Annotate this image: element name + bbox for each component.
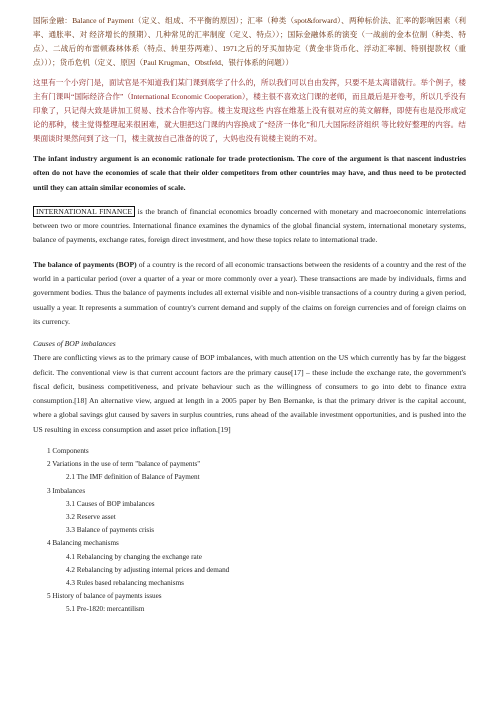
- toc-item[interactable]: 3.1 Causes of BOP imbalances: [66, 499, 155, 508]
- toc-item[interactable]: 5 History of balance of payments issues: [47, 592, 162, 601]
- toc-item[interactable]: 1 Components: [47, 447, 89, 456]
- document-page: [33, 14, 466, 617]
- toc-item[interactable]: 3 Imbalances: [47, 486, 86, 495]
- toc-item[interactable]: 4.2 Rebalancing by adjusting internal prices and demand: [66, 565, 230, 574]
- toc-item[interactable]: 3.2 Reserve asset: [66, 513, 116, 522]
- causes-heading: Causes of BOP imbalances: [33, 339, 116, 349]
- toc-item[interactable]: 2.1 The IMF definition of Balance of Payment: [66, 473, 200, 482]
- tip-chinese-paragraph: 这里有一个小窍门是，面试官是不知道我们某门课到底学了什么的，所以我们可以自由发挥，只要不是太离谱就行。举个例子，楼主有门课叫“国际经济合作”（International Economic Cooperation），楼主很不喜欢这门课的老师，而且最后是开卷考，所以几乎没有印象了，只记得大致是讲加工贸易、技术合作等内容。楼主发现这些 内容在维基上没有很对应的英文解释，即使有也是没形成定论的那种，楼主觉得整理起来很困难，就大胆把这门课的内容换成了“经济一体化”和几大国际经济组织 等比较好整理的内容。结果面谈时果然问到了这一门，楼主就按自己准备的说了，大妈也没有说楼主说的不对。: [33, 78, 466, 143]
- international-finance-paragraph: [33, 205, 466, 248]
- international-finance-term: INTERNATIONAL FINANCE: [33, 206, 135, 217]
- bop-paragraph: [33, 258, 466, 329]
- intro-chinese-paragraph: 国际金融：Balance of Payment（定义、组成、不平衡的原因）；汇率（种类（spot&forward）、两种标价法、汇率的影响因素（利率、通胀率、对 经济增长的预期）、几种常见的汇率制度（定义、特点））；国际金融体系的演变（一战前的金本位制（种类、特点）、二战后的布雷顿森林体系（特点、转里芬两难）、1971之后的牙买加协定（黄金非货币化、浮动汇率制、特别提款权（重点）））；货币危机（定义、原因（Paul Krugman、Obstfeld、银行体系的问题））: [33, 16, 466, 67]
- infant-industry-paragraph: [33, 152, 466, 195]
- toc-item[interactable]: 5.1 Pre-1820: mercantilism: [66, 605, 145, 614]
- toc-item[interactable]: 4.1 Rebalancing by changing the exchange rate: [66, 552, 202, 561]
- table-of-contents: [33, 445, 466, 617]
- bop-term: The balance of payments (BOP): [33, 259, 137, 269]
- international-finance-text: is the branch of financial economics broadly concerned with monetary and macroeconomic interrelations between two or more countries. International finance examines the dynamics of the global financial system, international monetary systems, balance of payments, exchange rates, foreign direct investment, and how these topics relate to international trade.: [33, 206, 467, 245]
- toc-item[interactable]: 4.3 Rules based rebalancing mechanisms: [66, 579, 184, 588]
- toc-item[interactable]: 3.3 Balance of payments crisis: [66, 526, 155, 535]
- infant-industry-text: The infant industry argument is an economic rationale for trade protectionism. The core of the argument is that nascent industries often do not have the economies of scale that their older competitors from other countries may have, and thus need to be protected until they can attain similar economies of scale.: [33, 154, 466, 192]
- causes-paragraph: There are conflicting views as to the primary cause of BOP imbalances, with much attention on the US which currently has by far the biggest deficit. The conventional view is that current account factors are the primary cause[17] – these include the exchange rate, the government's fiscal deficit, business competitiveness, and private behaviour such as the willingness of consumers to go into debt to finance extra consumption.[18] An alternative view, argued at length in a 2005 paper by Ben Bernanke, is that the primary driver is the capital account, where a global savings glut caused by savers in surplus countries, runs ahead of the available investment opportunities, and is pushed into the US resulting in excess consumption and asset price inflation.[19]: [33, 353, 466, 434]
- bop-text: of a country is the record of all economic transactions between the residents of a country and the rest of the world in a particular period (over a quarter of a year or more commonly over a year). These transactions are made by individuals, firms and government bodies. Thus the balance of payments includes all external visible and non-visible transactions of a country during a given period, usually a year. It represents a summation of country's current demand and supply of the claims on foreign currencies and of foreign claims on its currency.: [33, 259, 466, 326]
- toc-item[interactable]: 4 Balancing mechanisms: [47, 539, 119, 548]
- toc-item[interactable]: 2 Variations in the use of term "balance of payments": [47, 460, 201, 469]
